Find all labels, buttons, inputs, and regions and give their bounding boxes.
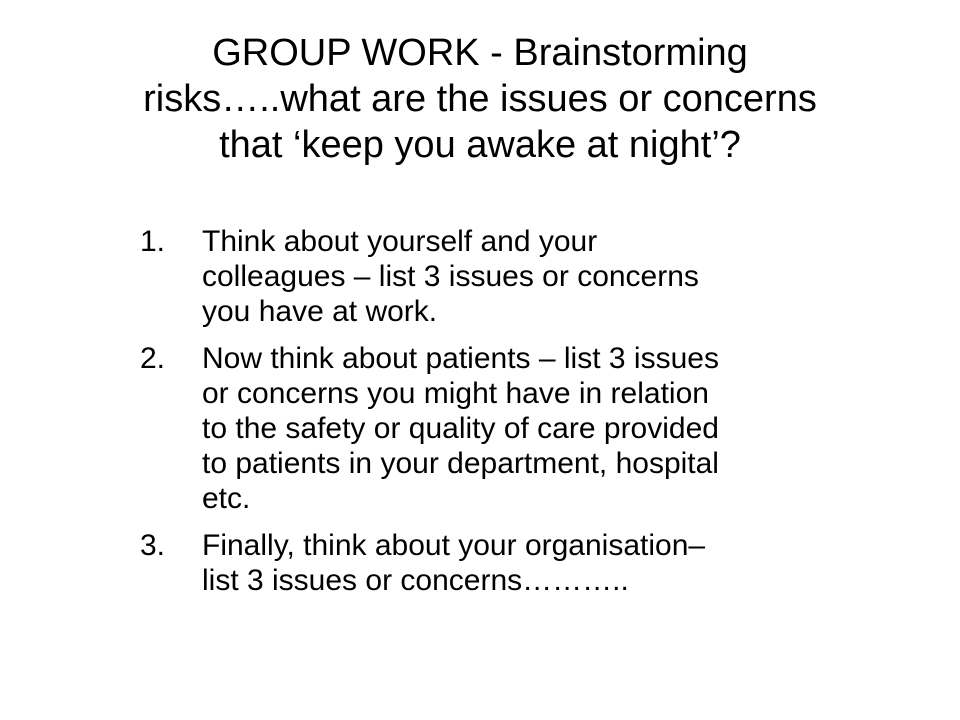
title-line: risks…..what are the issues or concerns [143, 78, 817, 120]
item-text-line: Now think about patients – list 3 issues [202, 342, 719, 375]
item-text-line: to the safety or quality of care provided [202, 412, 719, 445]
item-number: 1. [140, 225, 166, 258]
item-text-line: or concerns you might have in relation [202, 377, 709, 410]
list-item [140, 528, 860, 598]
item-text-line: list 3 issues or concerns……….. [202, 564, 629, 597]
list-item [140, 224, 860, 329]
item-text-line: you have at work. [202, 295, 438, 328]
item-text-line: to patients in your department, hospital [202, 447, 719, 480]
item-number: 2. [140, 342, 166, 375]
slide-title [80, 30, 880, 168]
task-list [140, 224, 860, 610]
item-text-line: colleagues – list 3 issues or concerns [202, 260, 699, 293]
item-number: 3. [140, 529, 166, 562]
list-item [140, 341, 860, 516]
title-line: that ‘keep you awake at night’? [219, 124, 741, 166]
item-text-line: Finally, think about your organisation– [202, 529, 706, 562]
item-text-line: etc. [202, 482, 251, 515]
title-line: GROUP WORK - Brainstorming [212, 32, 748, 74]
item-text-line: Think about yourself and your [202, 225, 598, 258]
